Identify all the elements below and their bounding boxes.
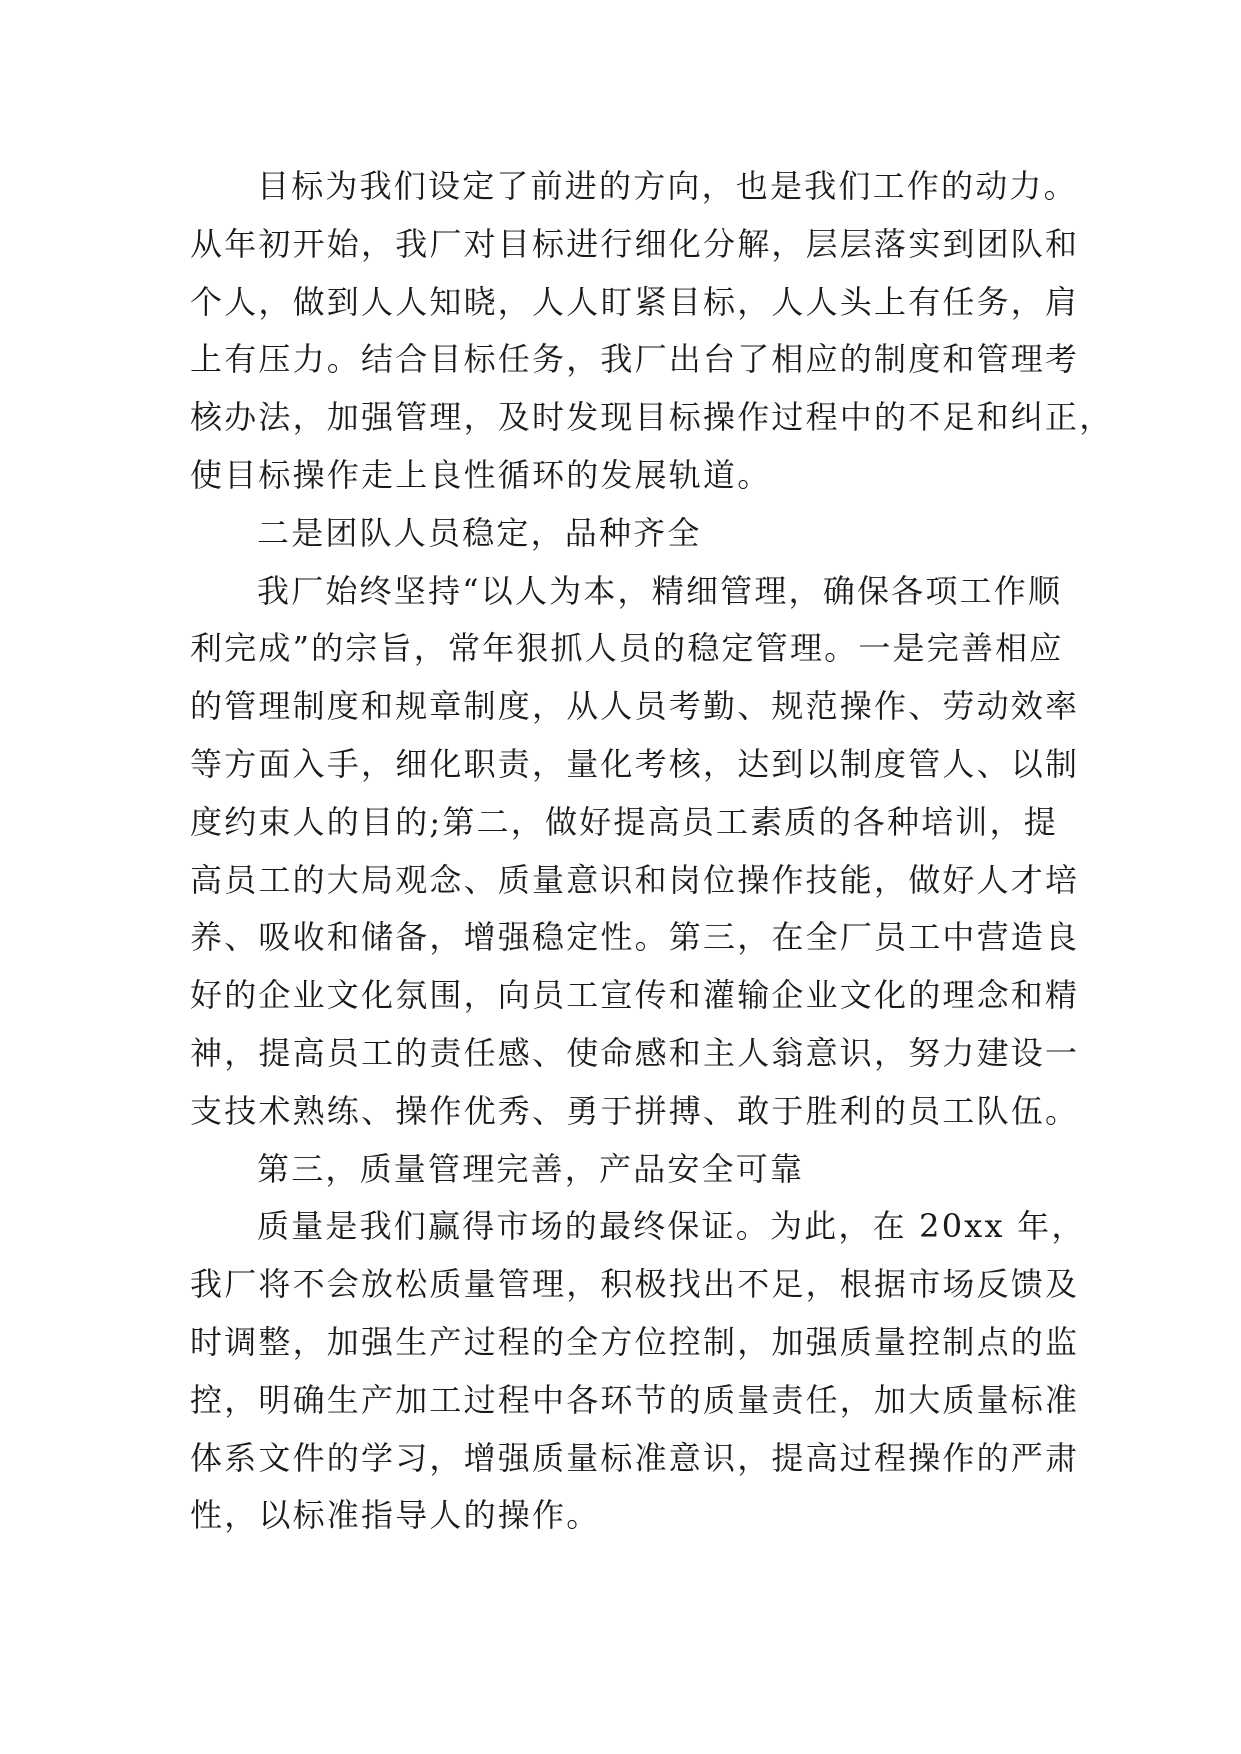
paragraph-line: 质量是我们赢得市场的最终保证。为此，在 20xx 年， xyxy=(257,1207,1086,1246)
paragraph-line: 体系文件的学习，增强质量标准意识，提高过程操作的严肃 xyxy=(190,1438,1080,1477)
paragraph-line: 支技术熟练、操作优秀、勇于拼搏、敢于胜利的员工队伍。 xyxy=(190,1091,1080,1130)
paragraph-line: 好的企业文化氛围，向员工宣传和灌输企业文化的理念和精 xyxy=(190,976,1080,1015)
section-heading: 第三，质量管理完善，产品安全可靠 xyxy=(257,1149,805,1188)
paragraph-line: 从年初开始，我厂对目标进行细化分解，层层落实到团队和 xyxy=(190,224,1080,263)
section-heading: 二是团队人员稳定，品种齐全 xyxy=(257,513,702,552)
paragraph-line: 时调整，加强生产过程的全方位控制，加强质量控制点的监 xyxy=(190,1322,1080,1361)
paragraph-line: 控，明确生产加工过程中各环节的质量责任，加大质量标准 xyxy=(190,1380,1080,1419)
paragraph-line: 利完成”的宗旨，常年狠抓人员的稳定管理。一是完善相应 xyxy=(190,629,1064,668)
paragraph-line: 度约束人的目的;第二，做好提高员工素质的各种培训，提 xyxy=(190,802,1058,841)
paragraph-line: 个人，做到人人知晓，人人盯紧目标，人人头上有任务，肩 xyxy=(190,282,1080,321)
paragraph-line: 我厂始终坚持“以人为本，精细管理，确保各项工作顺 xyxy=(257,571,1063,610)
paragraph-line: 高员工的大局观念、质量意识和岗位操作技能，做好人才培 xyxy=(190,860,1080,899)
paragraph-line: 上有压力。结合目标任务，我厂出台了相应的制度和管理考 xyxy=(190,340,1080,379)
paragraph-line: 性，以标准指导人的操作。 xyxy=(190,1496,601,1535)
paragraph-line: 的管理制度和规章制度，从人员考勤、规范操作、劳动效率 xyxy=(190,687,1080,726)
paragraph-line: 核办法，加强管理，及时发现目标操作过程中的不足和纠正， xyxy=(190,398,1114,437)
paragraph-line: 等方面入手，细化职责，量化考核，达到以制度管人、以制 xyxy=(190,744,1080,783)
paragraph-line: 使目标操作走上良性循环的发展轨道。 xyxy=(190,455,772,494)
paragraph-line: 养、吸收和储备，增强稳定性。第三，在全厂员工中营造良 xyxy=(190,918,1080,957)
paragraph-line: 神，提高员工的责任感、使命感和主人翁意识，努力建设一 xyxy=(190,1033,1080,1072)
document-body xyxy=(190,158,1114,1545)
paragraph-line: 我厂将不会放松质量管理，积极找出不足，根据市场反馈及 xyxy=(190,1265,1080,1304)
paragraph-line: 目标为我们设定了前进的方向，也是我们工作的动力。 xyxy=(257,167,1078,205)
